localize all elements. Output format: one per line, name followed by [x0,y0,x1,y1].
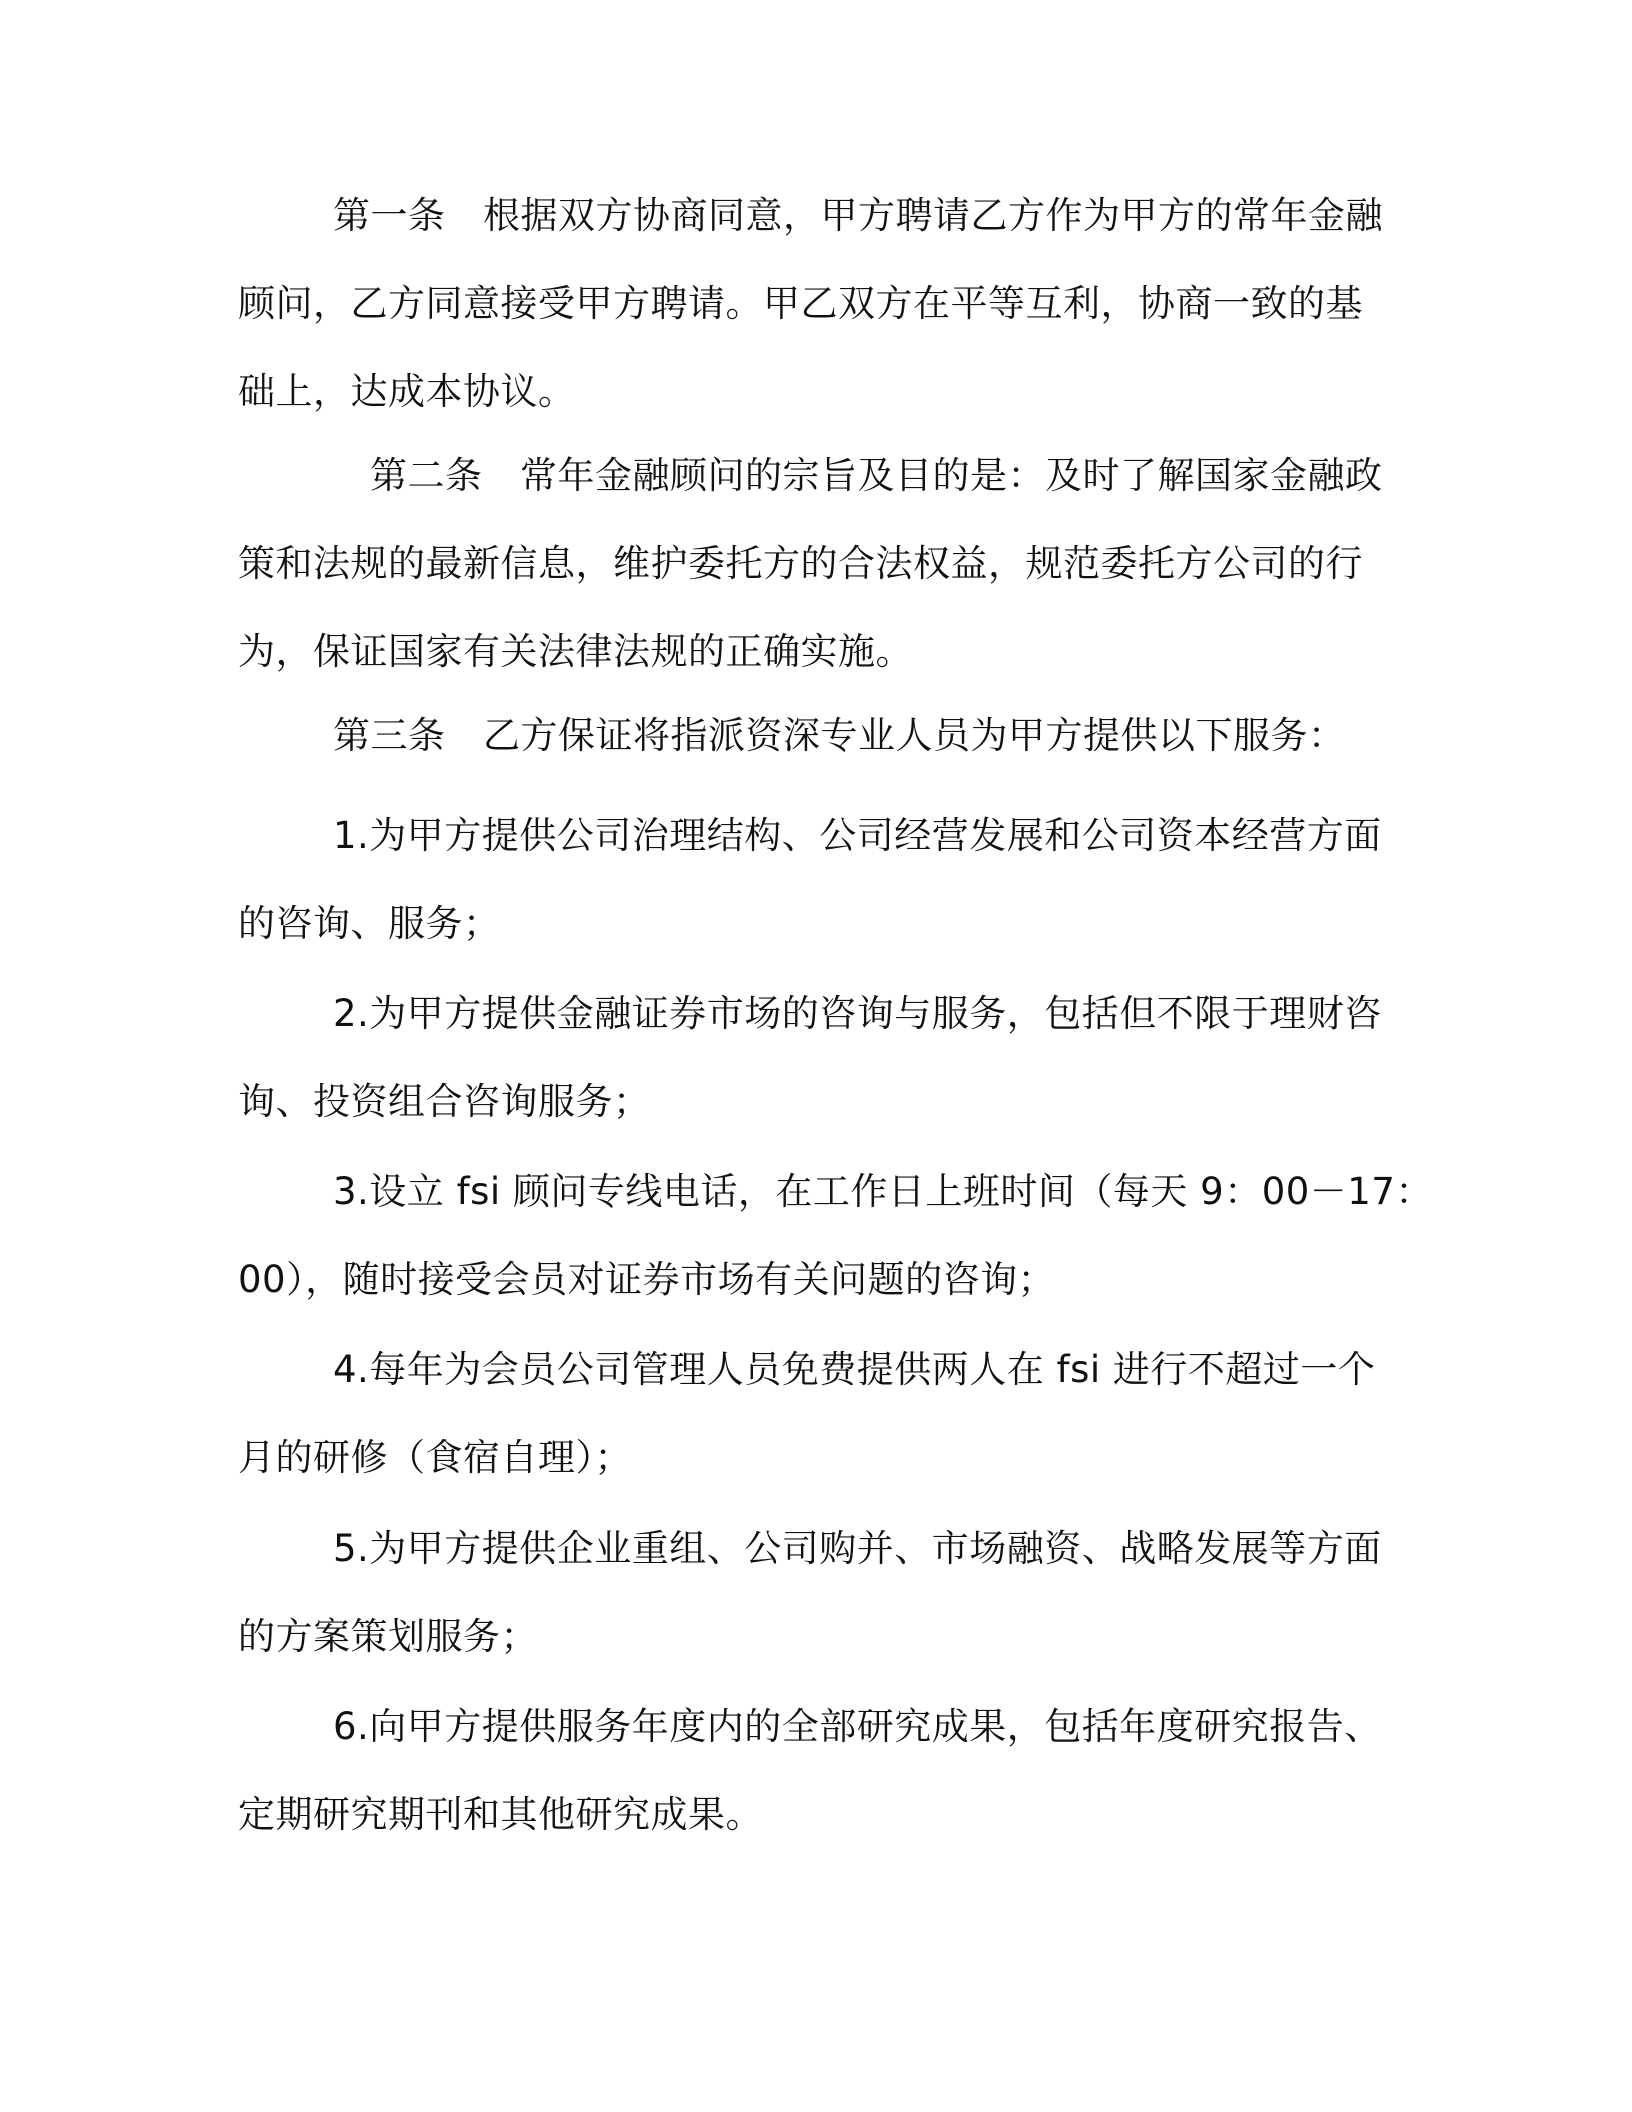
article-1-line-1: 第一条 根据双方协商同意，甲方聘请乙方作为甲方的常年金融 [333,194,1383,237]
service-item-6 [238,1683,1388,1859]
article-3-line-1: 第三条 乙方保证将指派资深专业人员为甲方提供以下服务： [333,714,1346,757]
article-1-line-3: 础上，达成本协议。 [238,370,576,413]
service-item-4-line-1: 4.每年为会员公司管理人员免费提供两人在 fsi 进行不超过一个 [333,1348,1376,1391]
service-item-4-line-2: 月的研修（食宿自理）； [238,1436,632,1479]
service-item-6-line-1: 6.向甲方提供服务年度内的全部研究成果，包括年度研究报告、 [333,1705,1382,1748]
article-2-line-1: 第二条 常年金融顾问的宗旨及目的是：及时了解国家金融政 [370,454,1383,497]
service-item-2-line-1: 2.为甲方提供金融证券市场的咨询与服务，包括但不限于理财咨 [333,992,1382,1035]
service-item-1 [238,792,1388,968]
service-item-2-line-2: 询、投资组合咨询服务； [238,1080,651,1123]
service-item-2 [238,970,1388,1146]
service-item-5-line-1: 5.为甲方提供企业重组、公司购并、市场融资、战略发展等方面 [333,1527,1382,1570]
service-item-3 [238,1148,1433,1324]
service-item-5-line-2: 的方案策划服务； [238,1615,538,1658]
service-item-6-line-2: 定期研究期刊和其他研究成果。 [238,1793,763,1836]
article-2 [238,432,1388,696]
service-item-1-line-1: 1.为甲方提供公司治理结构、公司经营发展和公司资本经营方面 [333,814,1382,857]
service-item-4 [238,1326,1388,1502]
service-item-3-line-1: 3.设立 fsi 顾问专线电话，在工作日上班时间（每天 9：00－17： [333,1170,1433,1213]
service-item-1-line-2: 的咨询、服务； [238,902,501,945]
article-2-line-2: 策和法规的最新信息，维护委托方的合法权益，规范委托方公司的行 [238,542,1363,585]
article-3 [238,692,1388,780]
article-1 [238,172,1388,436]
service-item-5 [238,1505,1388,1681]
article-1-line-2: 顾问，乙方同意接受甲方聘请。甲乙双方在平等互利，协商一致的基 [238,282,1363,325]
article-2-line-3: 为，保证国家有关法律法规的正确实施。 [238,630,913,673]
service-item-3-line-2: 00），随时接受会员对证券市场有关问题的咨询； [238,1258,1056,1301]
